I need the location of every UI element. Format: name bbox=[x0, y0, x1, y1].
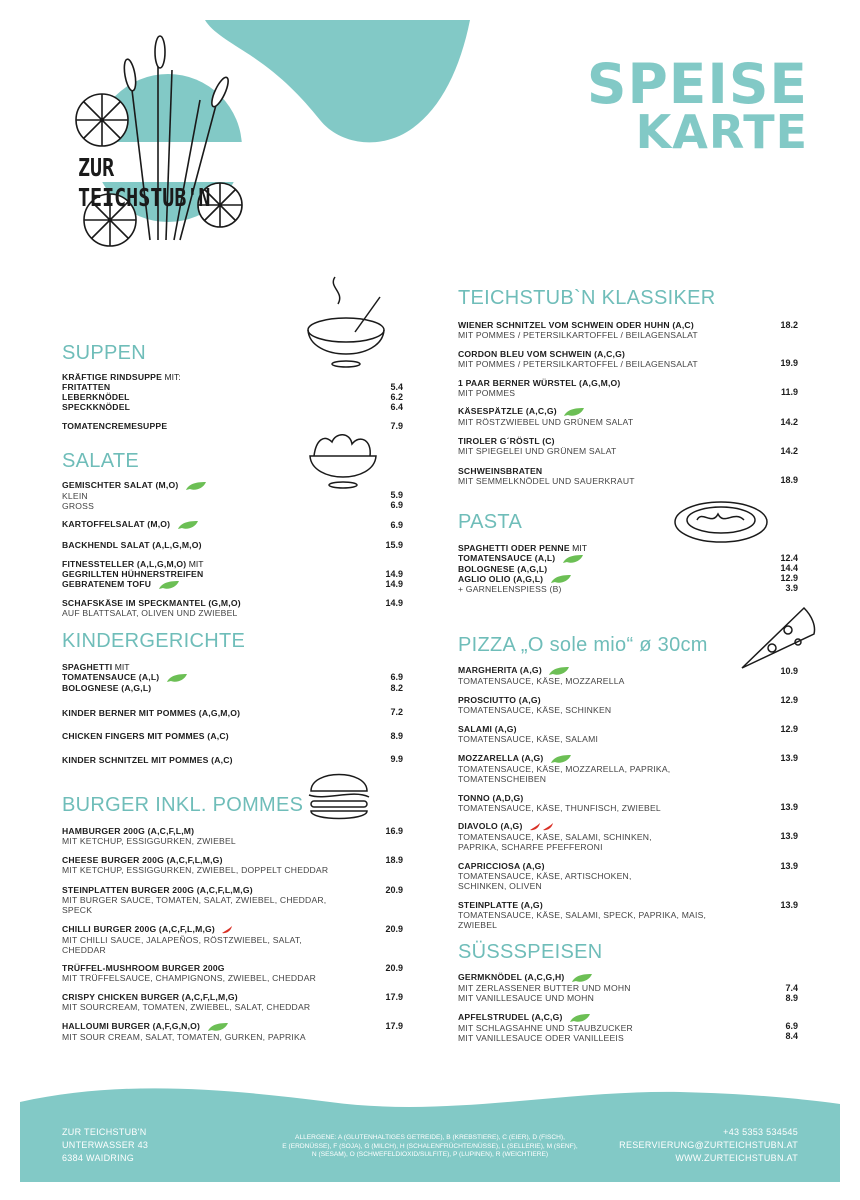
email-link[interactable]: RESERVIERUNG@ZURTEICHSTUBN.AT bbox=[619, 1140, 798, 1150]
menu-item: DIAVOLO (A,G) TOMATENSAUCE, KÄSE, SALAMI, SCHINKEN, PAPRIKA, SCHARFE PFEFFERONI bbox=[458, 821, 652, 852]
menu-item: SCHAFSKÄSE IM SPECKMANTEL (G,M,O) AUF BLATTSALAT, OLIVEN UND ZWIEBEL bbox=[62, 598, 241, 618]
vegan-leaf-icon bbox=[562, 554, 584, 564]
logo-emblem bbox=[70, 30, 250, 250]
chili-icon bbox=[529, 822, 541, 832]
price: 18.9 bbox=[780, 475, 798, 485]
website-link[interactable]: WWW.ZURTEICHSTUBN.AT bbox=[675, 1153, 798, 1163]
page-title-line1: SPEISE bbox=[586, 52, 808, 116]
phone-link[interactable]: +43 5353 534545 bbox=[723, 1127, 798, 1137]
burger-icon bbox=[305, 765, 373, 825]
price: 11.9 bbox=[780, 387, 798, 397]
price: 5.9 bbox=[390, 490, 403, 500]
menu-item: MARGHERITA (A,G) TOMATENSAUCE, KÄSE, MOZZARELLA bbox=[458, 665, 625, 686]
section-heading-burger: BURGER INKL. POMMES bbox=[62, 794, 304, 816]
menu-item: STEINPLATTEN BURGER 200G (A,C,F,L,M,G) MIT BURGER SAUCE, TOMATEN, SALAT, ZWIEBEL, CHEDDAR, SPECK bbox=[62, 885, 327, 915]
price: 14.2 bbox=[780, 417, 798, 427]
menu-item: MOZZARELLA (A,G) TOMATENSAUCE, KÄSE, MOZZARELLA, PAPRIKA, TOMATENSCHEIBEN bbox=[458, 753, 671, 784]
section-heading-kinder: KINDERGERICHTE bbox=[62, 630, 246, 652]
chili-icon bbox=[542, 822, 554, 832]
vegan-leaf-icon bbox=[563, 407, 585, 417]
section-heading-klassiker: TEICHSTUB`N KLASSIKER bbox=[458, 287, 716, 309]
price: 8.9 bbox=[785, 993, 798, 1003]
price: 14.9 bbox=[385, 569, 403, 579]
section-heading-pizza: PIZZA „O sole mio“ ø 30cm bbox=[458, 634, 708, 656]
vegan-leaf-icon bbox=[571, 973, 593, 983]
menu-item: CHILLI BURGER 200G (A,C,F,L,M,G) MIT CHILLI SAUCE, JALAPEÑOS, RÖSTZWIEBEL, SALAT, CHEDDAR bbox=[62, 924, 302, 955]
price: 8.4 bbox=[785, 1031, 798, 1041]
price: 15.9 bbox=[385, 540, 403, 550]
price: 12.9 bbox=[780, 573, 798, 583]
menu-item: KINDER BERNER MIT POMMES (A,G,M,O) bbox=[62, 708, 241, 718]
menu-item: CORDON BLEU VOM SCHWEIN (A,C,G) MIT POMMES / PETERSILKARTOFFEL / BEILAGENSALAT bbox=[458, 349, 698, 369]
pasta-plate-icon bbox=[672, 496, 770, 546]
price: 7.9 bbox=[390, 421, 403, 431]
price: 6.9 bbox=[785, 1021, 798, 1031]
menu-item: FITNESSTELLER (A,L,G,M,O) MIT GEGRILLTEN HÜHNERSTREIFEN GEBRATENEM TOFU bbox=[62, 559, 204, 589]
menu-item: HALLOUMI BURGER (A,F,G,N,O) MIT SOUR CREAM, SALAT, TOMATEN, GURKEN, PAPRIKA bbox=[62, 1021, 306, 1042]
price: 20.9 bbox=[385, 885, 403, 895]
price: 18.2 bbox=[780, 320, 798, 330]
menu-item: KÄSESPÄTZLE (A,C,G) MIT RÖSTZWIEBEL UND GRÜNEM SALAT bbox=[458, 406, 634, 427]
menu-item: TIROLER G´RÖSTL (C) MIT SPIEGELEI UND GRÜNEM SALAT bbox=[458, 436, 617, 456]
menu-item: TOMATENCREMESUPPE bbox=[62, 421, 168, 431]
price: 14.9 bbox=[385, 579, 403, 589]
menu-item: CHICKEN FINGERS MIT POMMES (A,C) bbox=[62, 731, 229, 741]
vegan-leaf-icon bbox=[569, 1013, 591, 1023]
price: 10.9 bbox=[780, 666, 798, 676]
menu-item: SPAGHETTI ODER PENNE MIT TOMATENSAUCE (A,L) BOLOGNESE (A,G,L) AGLIO OLIO (A,G,L) + GARNELENSPIESS (B) bbox=[458, 543, 587, 595]
vegan-leaf-icon bbox=[550, 574, 572, 584]
price: 14.2 bbox=[780, 446, 798, 456]
menu-item: TRÜFFEL-MUSHROOM BURGER 200G MIT TRÜFFELSAUCE, CHAMPIGNONS, ZWIEBEL, CHEDDAR bbox=[62, 963, 317, 983]
price: 5.4 bbox=[390, 382, 403, 392]
vegan-leaf-icon bbox=[185, 481, 207, 491]
price: 13.9 bbox=[780, 831, 798, 841]
section-heading-suppen: SUPPEN bbox=[62, 342, 147, 364]
salad-bowl-icon bbox=[302, 426, 384, 492]
menu-item: WIENER SCHNITZEL VOM SCHWEIN ODER HUHN (A,C) MIT POMMES / PETERSILKARTOFFEL / BEILAGENSALAT bbox=[458, 320, 698, 340]
price: 20.9 bbox=[385, 963, 403, 973]
price: 14.9 bbox=[385, 598, 403, 608]
menu-item: CHEESE BURGER 200G (A,C,F,L,M,G) MIT KETCHUP, ESSIGGURKEN, ZWIEBEL, DOPPELT CHEDDAR bbox=[62, 855, 329, 875]
price: 19.9 bbox=[780, 358, 798, 368]
menu-item: SCHWEINSBRATEN MIT SEMMELKNÖDEL UND SAUERKRAUT bbox=[458, 466, 635, 486]
price: 9.9 bbox=[390, 754, 403, 764]
price: 6.9 bbox=[390, 520, 403, 530]
price: 6.4 bbox=[390, 402, 403, 412]
menu-item: KARTOFFELSALAT (M,O) bbox=[62, 519, 199, 530]
menu-item: APFELSTRUDEL (A,C,G) MIT SCHLAGSAHNE UND STAUBZUCKER MIT VANILLESAUCE ODER VANILLEEIS bbox=[458, 1012, 633, 1043]
menu-item: KINDER SCHNITZEL MIT POMMES (A,C) bbox=[62, 755, 233, 765]
price: 8.9 bbox=[390, 731, 403, 741]
vegan-leaf-icon bbox=[207, 1022, 229, 1032]
vegan-leaf-icon bbox=[548, 666, 570, 676]
menu-item: TONNO (A,D,G) TOMATENSAUCE, KÄSE, THUNFISCH, ZWIEBEL bbox=[458, 793, 661, 813]
price: 20.9 bbox=[385, 924, 403, 934]
price: 18.9 bbox=[385, 855, 403, 865]
price: 6.2 bbox=[390, 392, 403, 402]
price: 17.9 bbox=[385, 1021, 403, 1031]
vegan-leaf-icon bbox=[177, 520, 199, 530]
section-heading-salate: SALATE bbox=[62, 450, 140, 472]
vegan-leaf-icon bbox=[158, 580, 180, 590]
footer-contact bbox=[619, 1126, 798, 1165]
price: 13.9 bbox=[780, 900, 798, 910]
chili-icon bbox=[221, 925, 233, 935]
price: 13.9 bbox=[780, 753, 798, 763]
price: 7.2 bbox=[390, 707, 403, 717]
menu-item: GEMISCHTER SALAT (M,O) KLEIN GROSS bbox=[62, 480, 207, 511]
menu-item: HAMBURGER 200G (A,C,F,L,M) MIT KETCHUP, ESSIGGURKEN, ZWIEBEL bbox=[62, 826, 236, 846]
price: 17.9 bbox=[385, 992, 403, 1002]
price: 12.9 bbox=[780, 695, 798, 705]
logo-text: ZUR TEICHSTUB'N bbox=[78, 152, 211, 212]
menu-item: STEINPLATTE (A,G) TOMATENSAUCE, KÄSE, SALAMI, SPECK, PAPRIKA, MAIS, ZWIEBEL bbox=[458, 900, 707, 930]
price: 12.9 bbox=[780, 724, 798, 734]
menu-item: KRÄFTIGE RINDSUPPE MIT: FRITATTEN LEBERKNÖDEL SPECKKNÖDEL bbox=[62, 372, 181, 412]
price: 12.4 bbox=[780, 553, 798, 563]
price: 3.9 bbox=[785, 583, 798, 593]
price: 13.9 bbox=[780, 802, 798, 812]
pizza-slice-icon bbox=[738, 604, 818, 670]
menu-item: SPAGHETTI MIT TOMATENSAUCE (A,L) BOLOGNESE (A,G,L) bbox=[62, 662, 188, 693]
menu-item: CAPRICCIOSA (A,G) TOMATENSAUCE, KÄSE, ARTISCHOKEN, SCHINKEN, OLIVEN bbox=[458, 861, 632, 891]
price: 8.2 bbox=[390, 683, 403, 693]
price: 14.4 bbox=[780, 563, 798, 573]
vegan-leaf-icon bbox=[550, 754, 572, 764]
section-heading-pasta: PASTA bbox=[458, 511, 523, 533]
footer-address: ZUR TEICHSTUB'N UNTERWASSER 43 6384 WAIDRING bbox=[62, 1127, 149, 1163]
price: 7.4 bbox=[785, 983, 798, 993]
menu-item: SALAMI (A,G) TOMATENSAUCE, KÄSE, SALAMI bbox=[458, 724, 599, 744]
price: 6.9 bbox=[390, 500, 403, 510]
menu-item: 1 PAAR BERNER WÜRSTEL (A,G,M,O) MIT POMMES bbox=[458, 378, 621, 398]
page-title-line2: KARTE bbox=[635, 105, 808, 159]
menu-item: GERMKNÖDEL (A,C,G,H) MIT ZERLASSENER BUTTER UND MOHN MIT VANILLESAUCE UND MOHN bbox=[458, 972, 631, 1003]
menu-item: PROSCIUTTO (A,G) TOMATENSAUCE, KÄSE, SCHINKEN bbox=[458, 695, 612, 715]
menu-item: CRISPY CHICKEN BURGER (A,C,F,L,M,G) MIT SOURCREAM, TOMATEN, ZWIEBEL, SALAT, CHEDDAR bbox=[62, 992, 311, 1012]
price: 13.9 bbox=[780, 861, 798, 871]
price: 16.9 bbox=[385, 826, 403, 836]
section-heading-suess: SÜSSSPEISEN bbox=[458, 941, 603, 963]
soup-bowl-icon bbox=[300, 272, 392, 372]
footer-allergens: ALLERGENE: A (GLUTENHALTIGES GETREIDE), B (KREBSTIERE), C (EIER), D (FISCH), E (ERDNÜSSE), F (SOJA), G (MILCH), H (SCHALENFRÜCHTE/NÜSSE), L (SELLERIE), M (SENF), N (SESAM), O (SCHWEFELDIOXID/SULFITE), P (LUPINEN), R (WEICHTIERE) bbox=[282, 1134, 578, 1159]
vegan-leaf-icon bbox=[166, 673, 188, 683]
menu-item: BACKHENDL SALAT (A,L,G,M,O) bbox=[62, 540, 202, 550]
price: 6.9 bbox=[390, 672, 403, 682]
